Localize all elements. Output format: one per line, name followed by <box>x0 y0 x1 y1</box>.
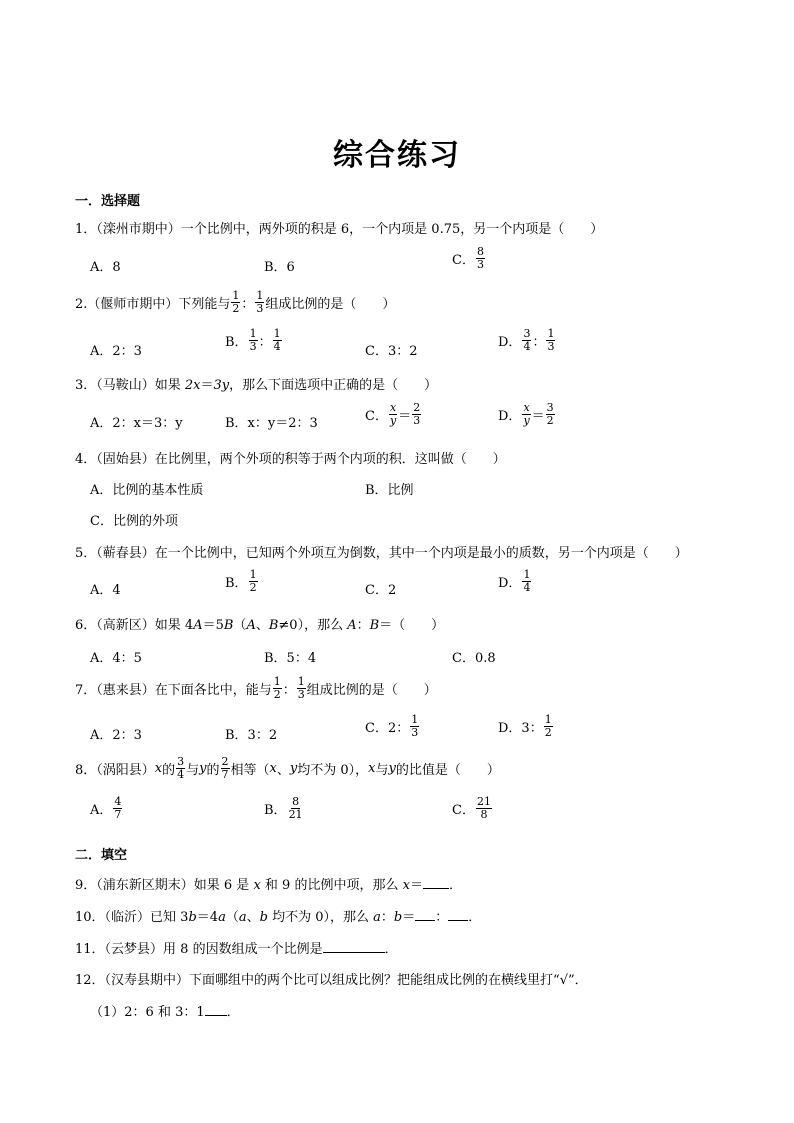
q4-option-c: C．比例的外项 <box>90 514 178 529</box>
q8-option-b: B． $\frac{8}{21}$ <box>264 795 303 821</box>
fraction: $\frac{2}{3}$ <box>413 401 421 427</box>
fraction: $\frac{1}{2}$ <box>232 289 240 315</box>
q6-option-a: A．4：5 <box>90 651 142 666</box>
question-10: 10．（临沂）已知 3b＝4a（a、b 均不为 0），那么 a：b＝ ： ． <box>75 910 482 925</box>
answer-blank[interactable] <box>448 908 468 921</box>
fraction: $\frac{8}{3}$ <box>476 245 484 271</box>
question-3: 3．（马鞍山）如果 2x＝3y，那么下面选项中正确的是（ ） <box>75 378 438 393</box>
q6-option-c: C．0.8 <box>452 651 496 666</box>
q2-option-c: C．3：2 <box>365 344 418 359</box>
question-12: 12．（汉寿县期中）下面哪组中的两个比可以组成比例？把能组成比例的在横线里打“√”． <box>75 973 588 988</box>
question-8: 8．（涡阳县） x 的 $\frac{3}{4}$ 与 y 的 $\frac{2}{7}$ 相等（ x 、 y 均不为 0）， x 与 y 的比值是（ ） <box>75 755 500 781</box>
page-title: 综合练习 <box>333 138 461 173</box>
fraction: $\frac{x}{y}$ <box>523 401 530 427</box>
answer-blank[interactable] <box>205 1003 227 1016</box>
fraction: $\frac{1}{3}$ <box>547 327 555 353</box>
fraction: $\frac{21}{8}$ <box>476 795 491 821</box>
fraction: $\frac{8}{21}$ <box>288 795 303 821</box>
q2-option-d: D． $\frac{3}{4}$ ： $\frac{1}{3}$ <box>498 327 555 353</box>
fraction: $\frac{1}{3}$ <box>256 289 264 315</box>
q1-option-a: A．8 <box>90 260 121 275</box>
fraction: $\frac{3}{4}$ <box>523 327 531 353</box>
section-fill-heading: 二．填空 <box>75 848 128 863</box>
q1-option-c: C． $\frac{8}{3}$ <box>452 245 484 271</box>
q1-option-b: B．6 <box>264 260 295 275</box>
question-2: 2.（偃师市期中）下列能与 $\frac{1}{2}$ ： $\frac{1}{3}$ 组成比例的是（ ） <box>75 289 396 315</box>
q3-option-b: B．x：y＝2：3 <box>225 416 318 431</box>
answer-blank[interactable] <box>423 876 449 889</box>
fraction: $\frac{1}{4}$ <box>523 568 531 594</box>
question-1: 1．（滦州市期中）一个比例中，两外项的积是 6，一个内项是 0.75，另一个内项是（ ） <box>75 222 604 237</box>
fraction: $\frac{3}{4}$ <box>177 755 185 781</box>
q3-option-a: A．2：x＝3：y <box>90 416 183 431</box>
question-11: 11．（云梦县）用 8 的因数组成一个比例是 ． <box>75 942 398 957</box>
question-12-sub-1: （1）2：6 和 3：1 ． <box>90 1005 240 1020</box>
q3-option-c: C． $\frac{x}{y}$ ＝ $\frac{2}{3}$ <box>365 401 421 427</box>
q4-option-a: A．比例的基本性质 <box>90 483 204 498</box>
q2-option-b: B． $\frac{1}{3}$ ： $\frac{1}{4}$ <box>225 327 281 353</box>
section-choice-heading: 一．选择题 <box>75 194 141 209</box>
q3-option-d: D． $\frac{x}{y}$ ＝ $\frac{3}{2}$ <box>498 401 554 427</box>
question-7: 7．（惠来县）在下面各比中，能与 $\frac{1}{2}$ ： $\frac{1}{3}$ 组成比例的是（ ） <box>75 675 437 701</box>
q7-option-c: C．2： $\frac{1}{3}$ <box>365 713 419 739</box>
answer-blank[interactable] <box>323 940 385 953</box>
q7-option-b: B．3：2 <box>225 728 278 743</box>
question-4: 4．（固始县）在比例里，两个外项的积等于两个内项的积．这叫做（ ） <box>75 452 506 467</box>
fraction: $\frac{1}{3}$ <box>411 713 419 739</box>
question-5: 5．（蕲春县）在一个比例中，已知两个外项互为倒数，其中一个内项是最小的质数，另一个内项是（ ） <box>75 546 688 561</box>
fraction: $\frac{1}{2}$ <box>273 675 281 701</box>
q8-option-c: C． $\frac{21}{8}$ <box>452 795 491 821</box>
q4-option-b: B．比例 <box>365 483 414 498</box>
fraction: $\frac{4}{7}$ <box>114 795 122 821</box>
answer-blank[interactable] <box>415 908 435 921</box>
fraction: $\frac{1}{3}$ <box>249 327 257 353</box>
q8-option-a: A． $\frac{4}{7}$ <box>90 795 122 821</box>
question-6: 6．（高新区）如果 4A＝5B（A、B≠0），那么 A：B＝（ ） <box>75 618 445 633</box>
q5-option-a: A．4 <box>90 583 121 598</box>
q2-option-a: A．2：3 <box>90 344 142 359</box>
fraction: $\frac{1}{4}$ <box>273 327 281 353</box>
fraction: $\frac{x}{y}$ <box>389 401 397 427</box>
fraction: $\frac{2}{7}$ <box>221 755 229 781</box>
question-9: 9．（浦东新区期末）如果 6 是 x 和 9 的比例中项，那么 x＝ ． <box>75 878 462 893</box>
q5-option-d: D． $\frac{1}{4}$ <box>498 568 531 594</box>
fraction: $\frac{3}{2}$ <box>546 401 554 427</box>
fraction: $\frac{1}{2}$ <box>544 713 552 739</box>
q7-option-d: D．3： $\frac{1}{2}$ <box>498 713 552 739</box>
q5-option-b: B． $\frac{1}{2}$ <box>225 568 257 594</box>
fraction: $\frac{1}{3}$ <box>297 675 305 701</box>
q6-option-b: B．5：4 <box>264 651 317 666</box>
q5-option-c: C．2 <box>365 583 397 598</box>
q7-option-a: A．2：3 <box>90 728 142 743</box>
fraction: $\frac{1}{2}$ <box>249 568 257 594</box>
